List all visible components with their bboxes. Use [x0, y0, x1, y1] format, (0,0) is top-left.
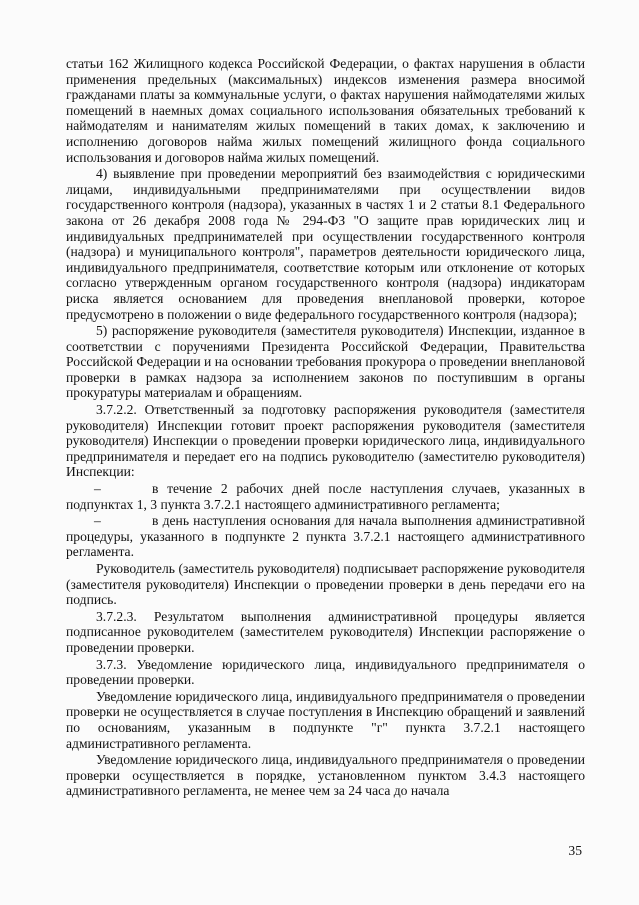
dash-bullet: – [94, 513, 101, 529]
paragraph-3-7-2-3: 3.7.2.3. Результатом выполнения административной процедуры является подписанное руководителем (заместителем руководителя) Инспекции распоряжение о проведении проверки. [66, 608, 585, 655]
paragraph-3-7-3: 3.7.3. Уведомление юридического лица, индивидуального предпринимателя о проведении проверки. [66, 656, 585, 688]
paragraph-signing: Руководитель (заместитель руководителя) подписывает распоряжение руководителя (заместителя руководителя) Инспекции о проведении проверки в день передачи его на подпись. [66, 561, 585, 608]
paragraph-3-7-2-2: 3.7.2.2. Ответственный за подготовку распоряжения руководителя (заместителя руководителя) Инспекции готовит проект распоряжения руководителя (заместителя руководителя) Инспекции о проведении проверки юридического лица, индивидуального предпринимателя и передает его на подпись руководителю (заместителю руководителя) Инспекции: [66, 402, 585, 480]
page-number: 35 [568, 843, 582, 858]
paragraph-item-5: 5) распоряжение руководителя (заместителя руководителя) Инспекции, изданное в соответствии с поручениями Президента Российской Федерации, Правительства Российской Федерации и на основании требования прокурора о проведении внеплановой проверки в рамках надзора за исполнением законов по поступившим в органы прокуратуры материалам и обращениям. [66, 323, 585, 401]
dash-list-item-text: в течение 2 рабочих дней после наступления случаев, указанных в подпунктах 1, 3 пункта 3.7.2.1 настоящего административного регламента; [66, 481, 585, 512]
dash-list-item [66, 513, 585, 560]
dash-bullet: – [94, 481, 101, 497]
document-body [66, 56, 585, 800]
paragraph-notification-exception: Уведомление юридического лица, индивидуального предпринимателя о проведении проверки не осуществляется в случае поступления в Инспекцию обращений и заявлений по основаниям, указанным в подпункте "г" пункта 3.7.2.1 настоящего административного регламента. [66, 688, 585, 751]
dash-list-item-text: в день наступления основания для начала выполнения административной процедуры, указанного в подпункте 2 пункта 3.7.2.1 настоящего административного регламента. [66, 513, 585, 560]
paragraph-item-4: 4) выявление при проведении мероприятий без взаимодействия с юридическими лицами, индивидуальными предпринимателями при осуществлении видов государственного контроля (надзора), указанных в частях 1 и 2 статьи 8.1 Федерального закона от 26 декабря 2008 года № 294-ФЗ "О защите прав юридических лиц и индивидуальных предпринимателей при осуществлении государственного контроля (надзора) и муниципального контроля", параметров деятельности юридического лица, индивидуального предпринимателя, соответствие которым или отклонение от которых согласно утвержденным органом государственного контроля (надзора) индикаторам риска является основанием для проведения внеплановой проверки, которое предусмотрено в положении о виде федерального государственного контроля (надзора); [66, 166, 585, 322]
dash-list-item [66, 481, 585, 512]
paragraph-notification-order: Уведомление юридического лица, индивидуального предпринимателя о проведении проверки осуществляется в порядке, установленном пунктом 3.4.3 настоящего административного регламента, не менее чем за 24 часа до начала [66, 752, 585, 799]
paragraph-continuation: статьи 162 Жилищного кодекса Российской Федерации, о фактах нарушения в области применения предельных (максимальных) индексов изменения размера вносимой гражданами платы за коммунальные услуги, о фактах нарушения наймодателями жилых помещений в наемных домах социального использования обязательных требований к наймодателям и нанимателям жилых помещений в таких домах, к заключению и исполнению договоров найма жилых помещений жилищного фонда социального использования и договоров найма жилых помещений. [66, 56, 585, 165]
